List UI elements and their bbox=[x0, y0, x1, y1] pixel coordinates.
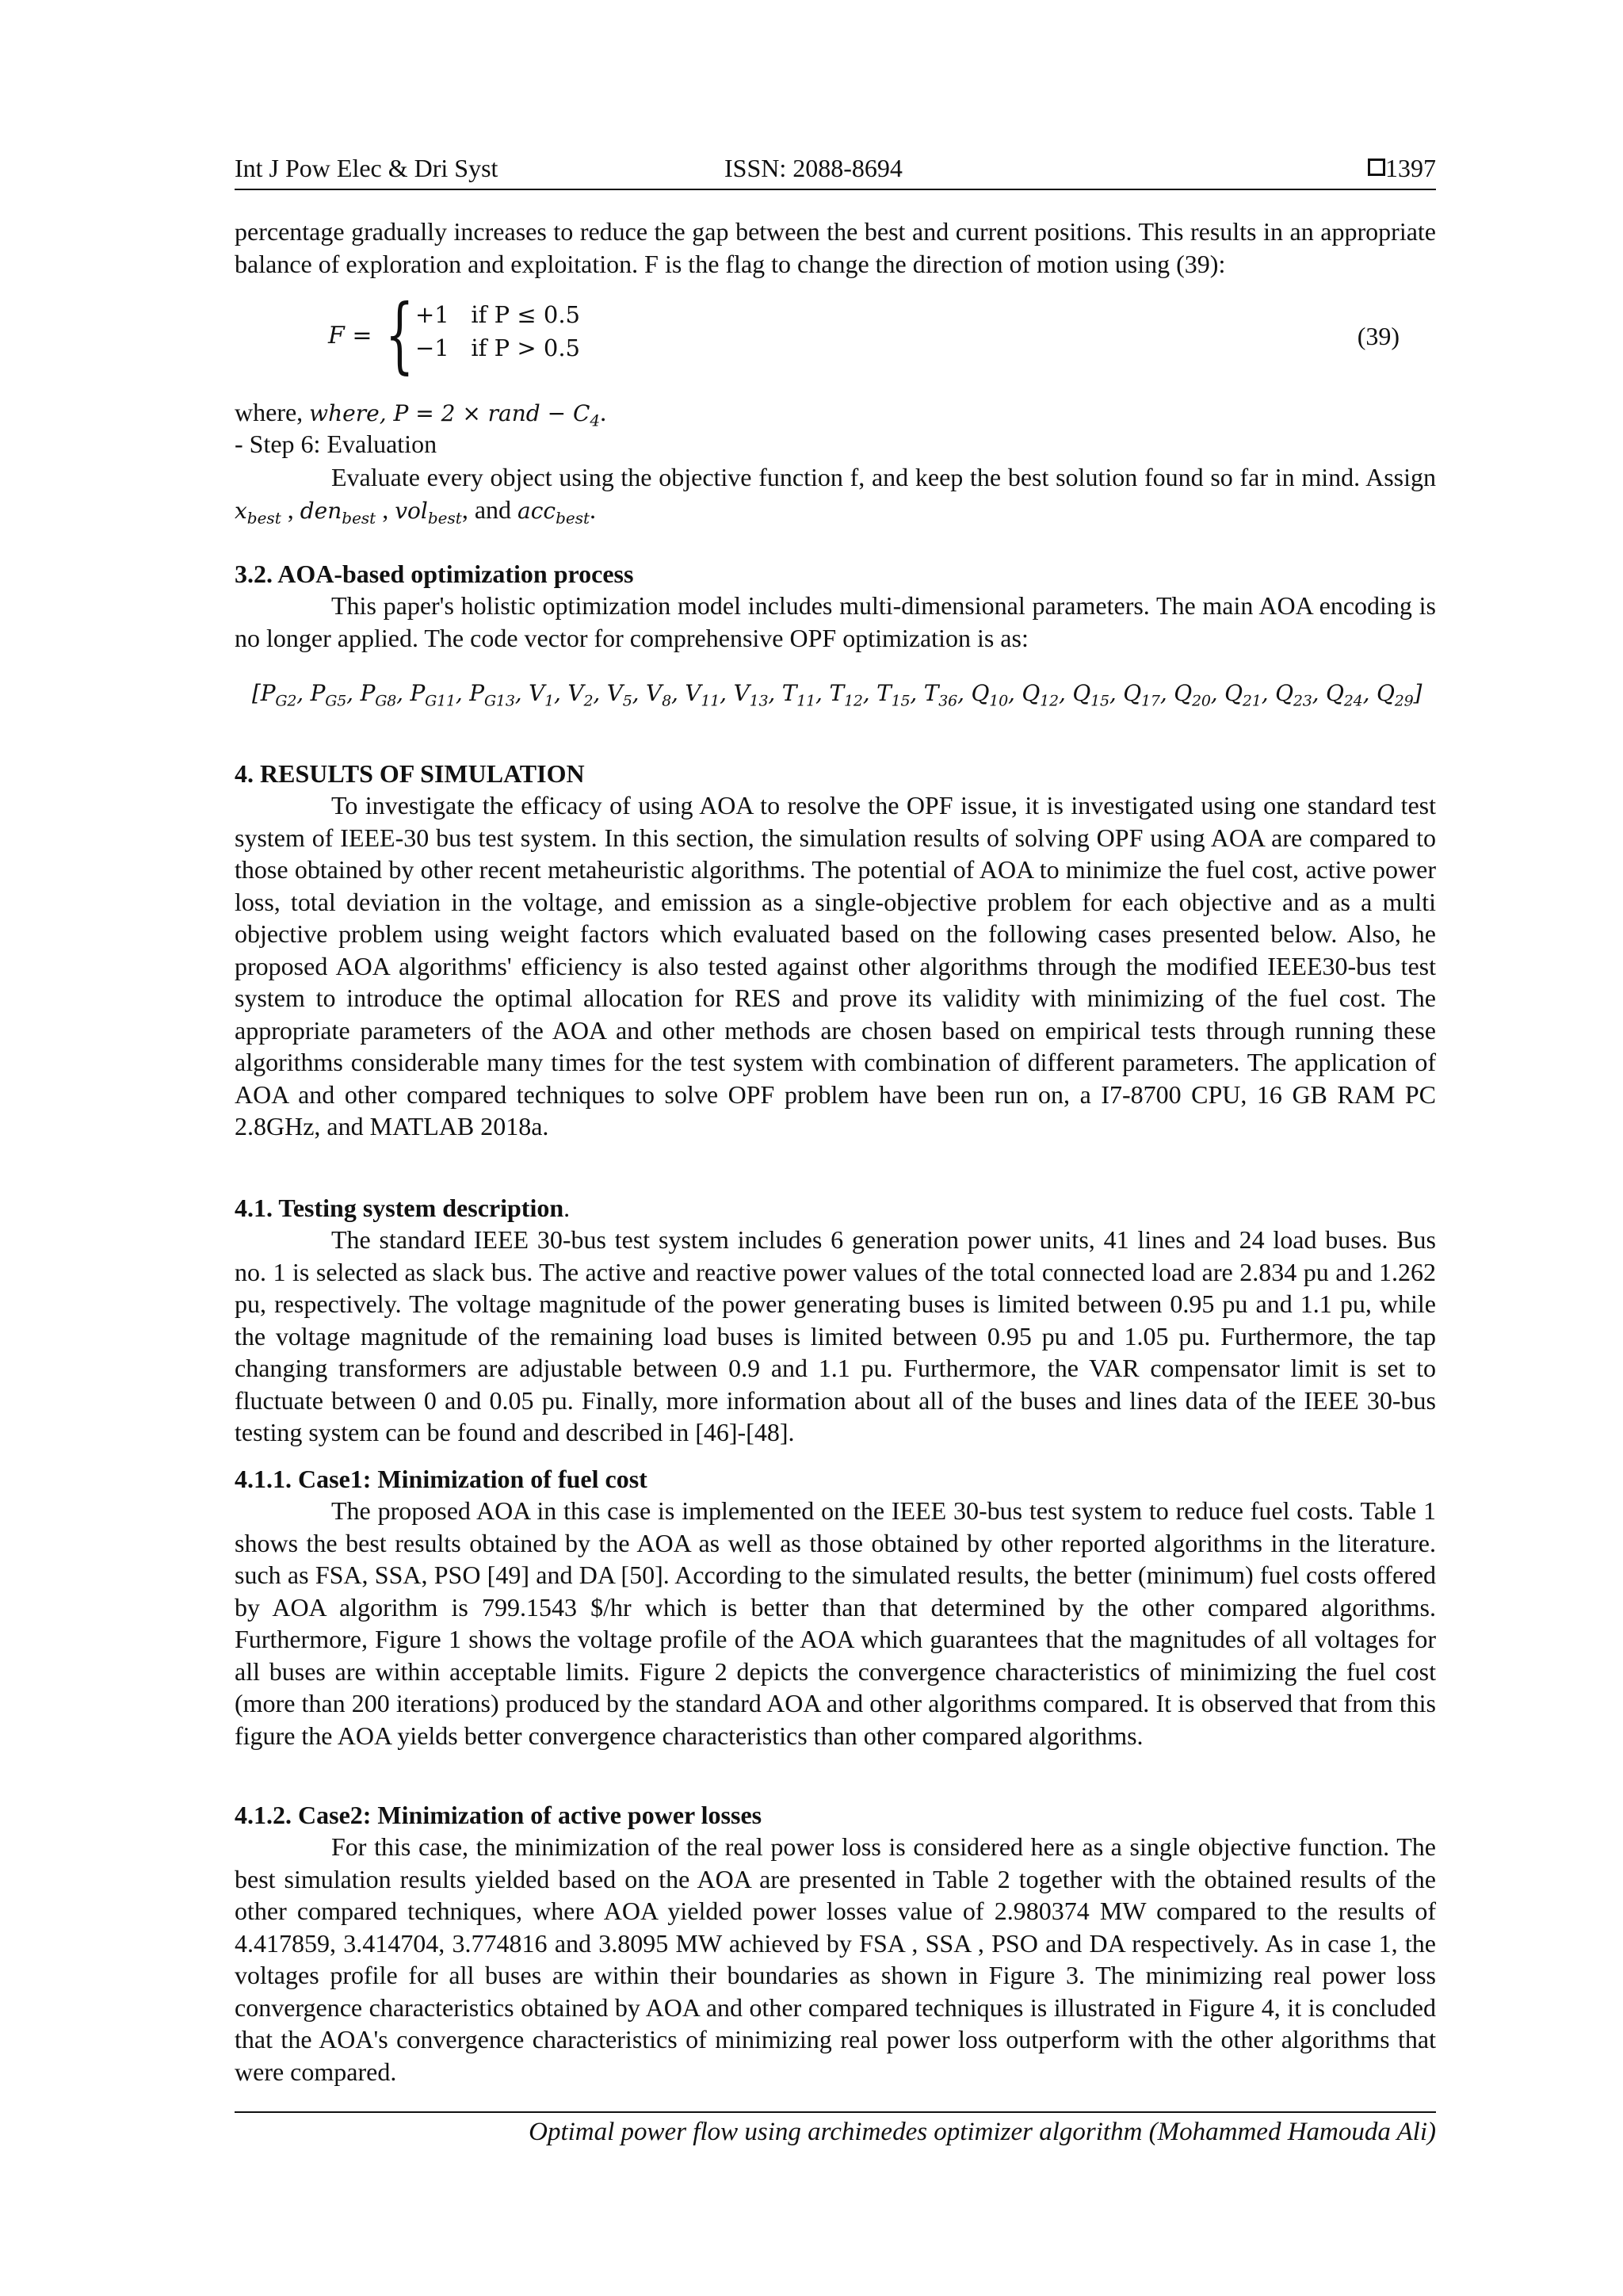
code-vector-equation: [$P_{G2}$, $P_{G5}$, $P_{G8}$, $P_{G11}$, $P_{G13}$, $V_1$, $V_2$, $V_5$, $V_8$, $V_{11}$, $V_{13}$, $T_{11}$, $T_{12}$, $T_{15}$, $T_{36}$, $Q_{10}$, $Q_{12}$, $Q_{15}$, $Q_{17}$, $Q_{20}$, $Q_{21}$, $Q_{23}$, $Q_{24}$, $Q_{29}$] bbox=[252, 680, 1423, 710]
section-paragraph: The proposed AOA in this case is implemented on the IEEE 30-bus test system to reduce fuel costs. Table 1 shows the best results obtained by the AOA as well as those obtained by other reported algorithms in the literature. such as FSA, SSA, PSO [49] and DA [50]. According to the simulated results, the better (minimum) fuel costs offered by AOA algorithm is 799.1543 $/hr which is better than that determined by the other compared algorithms. Furthermore, Figure 1 shows the voltage profile of the AOA which guarantees that the magnitudes of all voltages for all buses are within acceptable limits. Figure 2 depicts the convergence characteristics of minimizing the fuel cost (more than 200 iterations) produced by the standard AOA and other algorithms compared. It is observed that from this figure the AOA yields better convergence characteristics than other compared algorithms. bbox=[235, 1496, 1436, 1750]
equation-case-1: +1 if P ≤ 0.5 bbox=[415, 301, 580, 328]
page-footer: Optimal power flow using archimedes optimizer algorithm (Mohammed Hamouda Ali) bbox=[529, 2118, 1436, 2146]
equation-case-2: −1 if P > 0.5 bbox=[415, 334, 580, 361]
section-heading-period: . bbox=[563, 1194, 571, 1222]
where-expression: where, P = 2 × rand − C bbox=[309, 400, 590, 426]
section-3-2 bbox=[235, 558, 1436, 654]
intro-paragraph: percentage gradually increases to reduce the gap between the best and current positions. This results in an appropriate balance of exploration and exploitation. F is the flag to change the direction of motion using (39): bbox=[235, 217, 1436, 278]
equation-39 bbox=[328, 286, 1436, 387]
section-paragraph: This paper's holistic optimization model includes multi-dimensional parameters. The main AOA encoding is no longer applied. The code vector for comprehensive OPF optimization is as: bbox=[235, 591, 1436, 652]
step6-text: Evaluate every object using the objective function f, and keep the best solution found so far in mind. Assign bbox=[331, 463, 1436, 491]
section-heading: 3.2. AOA-based optimization process bbox=[235, 560, 634, 588]
equation-lhs: F = bbox=[328, 322, 372, 350]
section-heading bbox=[235, 1192, 1436, 1224]
step6-tail: . bbox=[590, 495, 597, 524]
section-4-1-2 bbox=[235, 1799, 1436, 2088]
section-paragraph: For this case, the minimization of the real power loss is considered here as a single objective function. The best simulation results yielded based on the AOA are presented in Table 2 together with the obtained results of the other compared techniques, where AOA yielded power losses value of 2.980374 MW compared to the results of 4.417859, 3.414704, 3.774816 and 3.8095 MW achieved by FSA , SSA , PSO and DA respectively. As in case 1, the voltages profile for all buses are within their boundaries as shown in Figure 3. The minimizing real power loss convergence characteristics obtained by AOA and other compared techniques is illustrated in Figure 4, it is concluded that the AOA's convergence characteristics of minimizing real power loss outperform with the other algorithms that were compared. bbox=[235, 1832, 1436, 2086]
section-4-1 bbox=[235, 1192, 1436, 1449]
section-4-1-1 bbox=[235, 1463, 1436, 1752]
section-paragraph: To investigate the efficacy of using AOA to resolve the OPF issue, it is investigated using one standard test system of IEEE-30 bus test system. In this section, the simulation results of solving OPF using AOA are compared to those obtained by other recent metaheuristic algorithms. The potential of AOA to minimize the fuel cost, active power loss, total deviation in the voltage, and emission as a single-objective problem for each objective and as a multi objective problem using weight factors which evaluated based on the following cases presented below. Also, he proposed AOA algorithms' efficiency is also tested against other algorithms through the modified IEEE30-bus test system to introduce the optimal allocation for RES and prove its validity with minimizing of the fuel cost. The appropriate parameters of the AOA and other methods are chosen based on empirical tests through running these algorithms considerable many times for the test system with combination of different parameters. The application of AOA and other compared techniques to solve OPF problem have been run on, a I7-8700 CPU, 16 GB RAM PC 2.8GHz, and MATLAB 2018a. bbox=[235, 791, 1436, 1140]
section-heading: 4. RESULTS OF SIMULATION bbox=[235, 759, 585, 788]
section-heading-text: 4.1. Testing system description bbox=[235, 1194, 564, 1222]
journal-name: Int J Pow Elec & Dri Syst bbox=[235, 154, 498, 182]
section-4 bbox=[235, 758, 1436, 1143]
step6-paragraph: Evaluate every object using the objective function f, and keep the best solution found so far in mind. Assign $x_{best}$ , den$_{best}$ , vol$_{best}$, and acc$_{best}$. bbox=[235, 463, 1436, 528]
section-paragraph: The standard IEEE 30-bus test system includes 6 generation power units, 41 lines and 24 load buses. Bus no. 1 is selected as slack bus. The active and reactive power values of the total connected load are 2.834 pu and 1.262 pu, respectively. The voltage magnitude of the power generating buses is limited between 0.95 pu and 1.1 pu, while the voltage magnitude of the remaining load buses is limited between 0.95 pu and 1.05 pu. Furthermore, the tap changing transformers are adjustable between 0.9 and 1.1 pu. Furthermore, the VAR compensator limit is set to fluctuate between 0 and 0.05 pu. Finally, more information about all of the buses and lines data of the IEEE 30-bus testing system can be found and described in [46]-[48]. bbox=[235, 1225, 1436, 1446]
left-brace-icon: { bbox=[385, 286, 414, 383]
section-heading: 4.1.2. Case2: Minimization of active power losses bbox=[235, 1801, 762, 1829]
where-line: where, where, P = 2 × rand − $C_4$. bbox=[235, 398, 607, 430]
step6-paragraph-block bbox=[235, 461, 1436, 534]
step6-label: - Step 6: Evaluation bbox=[235, 430, 437, 458]
where-subscript: 4 bbox=[590, 411, 601, 430]
page-number: 1397 bbox=[1385, 154, 1436, 182]
checkbox-square-icon bbox=[1368, 159, 1385, 176]
page-header bbox=[235, 151, 1436, 190]
issn: ISSN: 2088-8694 bbox=[724, 154, 903, 182]
section-heading: 4.1.1. Case1: Minimization of fuel cost bbox=[235, 1465, 647, 1493]
paper-page bbox=[235, 151, 1436, 2146]
footer-rule bbox=[235, 2111, 1436, 2113]
intro-paragraph-block bbox=[235, 216, 1436, 280]
equation-number: (39) bbox=[1357, 322, 1400, 350]
